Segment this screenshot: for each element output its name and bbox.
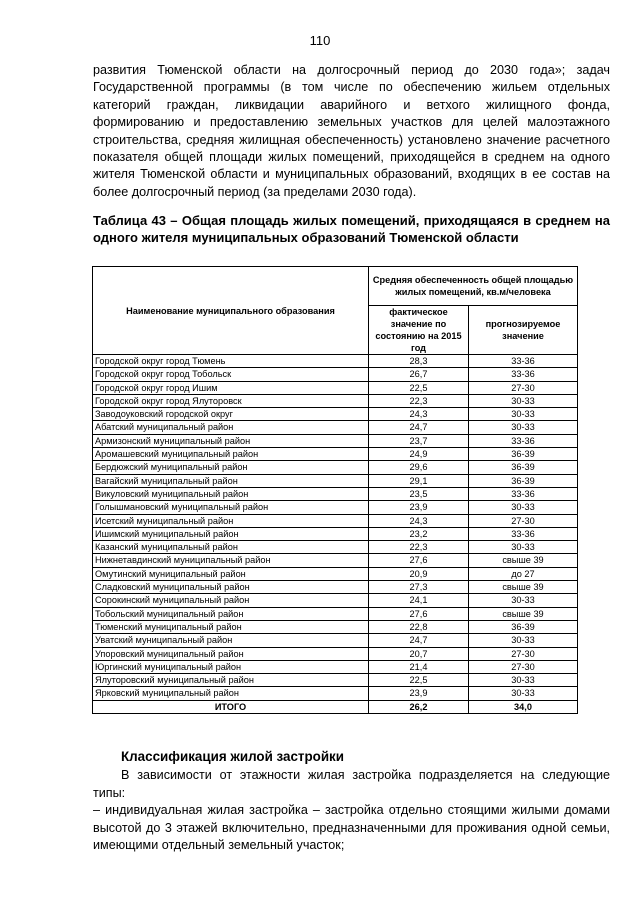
- table-row: [93, 461, 578, 474]
- cell-forecast: 33-36: [469, 368, 578, 381]
- section-paragraph: В зависимости от этажности жилая застройка подразделяется на следующие типы:: [93, 768, 610, 800]
- table-row: [93, 567, 578, 580]
- section-list-item: – индивидуальная жилая застройка – застройка отдельно стоящими жилыми домами высотой до 3 этажей включительно, предназначенными для проживания одной семьи, имеющими отдельный земельный участок;: [93, 803, 610, 852]
- cell-forecast: 30-33: [469, 687, 578, 700]
- cell-actual: 24,9: [369, 448, 469, 461]
- cell-forecast: 36-39: [469, 620, 578, 633]
- cell-name: Упоровский муниципальный район: [93, 647, 369, 660]
- table-caption: Таблица 43 – Общая площадь жилых помещений, приходящаяся в среднем на одного жителя муниципальных образований Тюменской области: [93, 213, 610, 245]
- cell-actual: 23,7: [369, 434, 469, 447]
- cell-actual: 24,7: [369, 421, 469, 434]
- cell-name: Городской округ город Тюмень: [93, 355, 369, 368]
- table-row: [93, 541, 578, 554]
- cell-forecast: 27-30: [469, 514, 578, 527]
- cell-actual: 26,7: [369, 368, 469, 381]
- table-row: [93, 368, 578, 381]
- cell-name: Сорокинский муниципальный район: [93, 594, 369, 607]
- cell-forecast: 30-33: [469, 408, 578, 421]
- cell-actual: 29,6: [369, 461, 469, 474]
- cell-forecast: 27-30: [469, 660, 578, 673]
- table-row: [93, 381, 578, 394]
- cell-forecast: 33-36: [469, 527, 578, 540]
- table-total-row: [93, 700, 578, 713]
- table-row: [93, 607, 578, 620]
- cell-name: Казанский муниципальный район: [93, 541, 369, 554]
- table-row: [93, 448, 578, 461]
- table-row: [93, 620, 578, 633]
- cell-name: Абатский муниципальный район: [93, 421, 369, 434]
- cell-name: Исетский муниципальный район: [93, 514, 369, 527]
- table-row: [93, 434, 578, 447]
- section-body: [93, 767, 610, 855]
- cell-name: Вагайский муниципальный район: [93, 474, 369, 487]
- table-row: [93, 355, 578, 368]
- cell-actual: 22,3: [369, 394, 469, 407]
- cell-forecast: 27-30: [469, 647, 578, 660]
- cell-name: Омутинский муниципальный район: [93, 567, 369, 580]
- cell-forecast: свыше 39: [469, 554, 578, 567]
- table-row: [93, 660, 578, 673]
- cell-name: Тобольский муниципальный район: [93, 607, 369, 620]
- table-row: [93, 647, 578, 660]
- cell-actual: 22,5: [369, 674, 469, 687]
- cell-actual: 22,8: [369, 620, 469, 633]
- cell-actual: 24,3: [369, 408, 469, 421]
- cell-actual: 23,9: [369, 501, 469, 514]
- total-actual: 26,2: [369, 700, 469, 713]
- table-row: [93, 408, 578, 421]
- table-row: [93, 394, 578, 407]
- section-title: Классификация жилой застройки: [121, 749, 344, 764]
- column-header-actual: фактическое значение по состоянию на 2015 год: [369, 306, 469, 355]
- cell-forecast: 30-33: [469, 594, 578, 607]
- cell-name: Аромашевский муниципальный район: [93, 448, 369, 461]
- table-row: [93, 501, 578, 514]
- column-header-name: Наименование муниципального образования: [93, 267, 369, 355]
- cell-forecast: 36-39: [469, 448, 578, 461]
- cell-name: Нижнетавдинский муниципальный район: [93, 554, 369, 567]
- cell-name: Юргинский муниципальный район: [93, 660, 369, 673]
- table-row: [93, 687, 578, 700]
- table-row: [93, 514, 578, 527]
- cell-name: Городской округ город Тобольск: [93, 368, 369, 381]
- cell-name: Армизонский муниципальный район: [93, 434, 369, 447]
- cell-actual: 24,3: [369, 514, 469, 527]
- cell-actual: 28,3: [369, 355, 469, 368]
- table-row: [93, 594, 578, 607]
- cell-actual: 27,6: [369, 554, 469, 567]
- cell-actual: 22,5: [369, 381, 469, 394]
- table-row: [93, 554, 578, 567]
- cell-name: Голышмановский муниципальный район: [93, 501, 369, 514]
- cell-name: Бердюжский муниципальный район: [93, 461, 369, 474]
- housing-area-table: [92, 266, 578, 714]
- cell-name: Уватский муниципальный район: [93, 634, 369, 647]
- table-body: [93, 355, 578, 714]
- total-label: ИТОГО: [93, 700, 369, 713]
- table-row: [93, 527, 578, 540]
- cell-forecast: свыше 39: [469, 581, 578, 594]
- table-row: [93, 474, 578, 487]
- cell-actual: 22,3: [369, 541, 469, 554]
- cell-forecast: 27-30: [469, 381, 578, 394]
- cell-forecast: 30-33: [469, 634, 578, 647]
- cell-forecast: 30-33: [469, 421, 578, 434]
- cell-actual: 24,7: [369, 634, 469, 647]
- total-forecast: 34,0: [469, 700, 578, 713]
- cell-forecast: 33-36: [469, 487, 578, 500]
- table-row: [93, 674, 578, 687]
- cell-name: Ишимский муниципальный район: [93, 527, 369, 540]
- cell-forecast: 30-33: [469, 501, 578, 514]
- cell-actual: 23,9: [369, 687, 469, 700]
- cell-name: Викуловский муниципальный район: [93, 487, 369, 500]
- cell-forecast: 36-39: [469, 461, 578, 474]
- cell-forecast: 33-36: [469, 434, 578, 447]
- cell-actual: 29,1: [369, 474, 469, 487]
- table-row: [93, 421, 578, 434]
- table-row: [93, 487, 578, 500]
- table-row: [93, 581, 578, 594]
- cell-forecast: 30-33: [469, 541, 578, 554]
- column-group-header: Средняя обеспеченность общей площадью жилых помещений, кв.м/человека: [369, 267, 578, 306]
- cell-name: Ярковский муниципальный район: [93, 687, 369, 700]
- column-header-forecast: прогнозируемое значение: [469, 306, 578, 355]
- cell-actual: 24,1: [369, 594, 469, 607]
- cell-actual: 21,4: [369, 660, 469, 673]
- page-number: 110: [309, 33, 331, 48]
- cell-actual: 27,6: [369, 607, 469, 620]
- cell-actual: 23,5: [369, 487, 469, 500]
- cell-actual: 27,3: [369, 581, 469, 594]
- cell-name: Городской округ город Ишим: [93, 381, 369, 394]
- intro-paragraph: развития Тюменской области на долгосрочный период до 2030 года»; задач Государственной программы (в том числе по обеспечению жильем отдельных категорий граждан, ликвидации аварийного и ветхого жилищного фонда, формированию и предоставлению земельных участков для целей малоэтажного строительства, средняя жилищная обеспеченность) установлено значение расчетного показателя общей площади жилых помещений, приходящейся в среднем на одного жителя Тюменской области и муниципальных образований, входящих в ее состав на более долгосрочный период (за пределами 2030 года).: [93, 63, 610, 199]
- cell-forecast: 30-33: [469, 394, 578, 407]
- cell-forecast: до 27: [469, 567, 578, 580]
- cell-actual: 20,9: [369, 567, 469, 580]
- cell-forecast: 30-33: [469, 674, 578, 687]
- cell-name: Заводоуковский городской округ: [93, 408, 369, 421]
- table-row: [93, 634, 578, 647]
- cell-actual: 20,7: [369, 647, 469, 660]
- cell-name: Тюменский муниципальный район: [93, 620, 369, 633]
- cell-forecast: 36-39: [469, 474, 578, 487]
- cell-name: Городской округ город Ялуторовск: [93, 394, 369, 407]
- cell-actual: 23,2: [369, 527, 469, 540]
- cell-forecast: свыше 39: [469, 607, 578, 620]
- cell-name: Сладковский муниципальный район: [93, 581, 369, 594]
- cell-name: Ялуторовский муниципальный район: [93, 674, 369, 687]
- cell-forecast: 33-36: [469, 355, 578, 368]
